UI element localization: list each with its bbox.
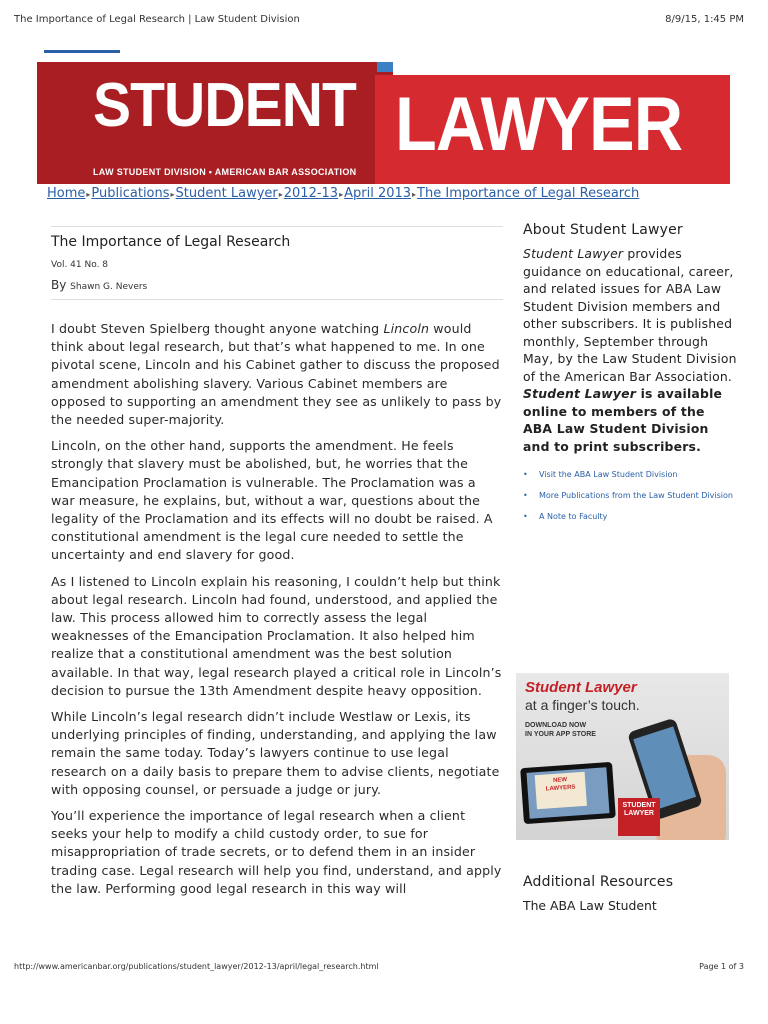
sidebar-link-more-publications[interactable]: • More Publications from the Law Student Division	[523, 490, 738, 502]
masthead-right-panel	[375, 75, 730, 184]
breadcrumb-2012-13[interactable]: 2012-13	[283, 186, 339, 201]
article-author: Shawn G. Nevers	[70, 282, 148, 292]
ad-subhead: at a finger’s touch.	[525, 697, 640, 713]
breadcrumb-home[interactable]: Home	[47, 186, 86, 201]
film-title: Lincoln	[383, 321, 430, 336]
masthead-banner[interactable]	[37, 62, 730, 184]
additional-heading: Additional Resources	[523, 874, 674, 890]
additional-resources	[523, 872, 738, 915]
article-paragraph: As I listened to Lincoln explain his reasoning, I couldn’t help but think about legal research. Lincoln had found, understood, and applied the law. This process allowed him to correctly assess the legal weaknesses of the Emancipation Proclamation. It also helped him realize that a constitutional amendment was the best solution available. In that way, legal research played a critical role in Lincoln’s decision to pursue the 13th Amendment despite heavy opposition.	[51, 573, 502, 698]
print-datetime: 8/9/15, 1:45 PM	[665, 14, 744, 25]
app-advertisement[interactable]	[516, 673, 729, 840]
ad-headline: Student Lawyer	[525, 679, 637, 696]
breadcrumb-publications[interactable]: Publications	[91, 186, 170, 201]
about-heading: About Student Lawyer	[523, 222, 683, 238]
sidebar-link-visit-division[interactable]: • Visit the ABA Law Student Division	[523, 469, 738, 481]
print-page-title: The Importance of Legal Research | Law Student Division	[14, 14, 300, 25]
breadcrumb-separator-icon: ▸	[170, 190, 175, 199]
breadcrumb-april-2013[interactable]: April 2013	[344, 186, 412, 201]
breadcrumb	[47, 186, 639, 201]
article-byline	[51, 278, 503, 300]
breadcrumb-separator-icon: ▸	[86, 190, 91, 199]
sidebar	[523, 220, 738, 532]
byline-label: By	[51, 278, 67, 292]
article-paragraph: You’ll experience the importance of legal research when a client seeks your help to modify a child custody order, to sue for misappropriation of trade secrets, or to defend them in an insider trading case. Legal research will help you find, understand, and apply the law. Performing good legal research in this way will	[51, 808, 502, 896]
print-url: http://www.americanbar.org/publications/student_lawyer/2012-13/april/legal_research.html	[14, 962, 379, 971]
about-text: Student Lawyer provides guidance on educational, career, and related issues for ABA Law Student Division members and other subscribers. It is published monthly, September through May, by the Law Student Division of the American Bar Association. Student Lawyer is available online to members of the ABA Law Student Division and to print subscribers.	[523, 246, 737, 454]
tablet-cover-text: NEW LAWYERS	[535, 772, 587, 809]
article-volume: Vol. 41 No. 8	[51, 260, 109, 270]
article-paragraph: While Lincoln’s legal research didn’t include Westlaw or Lexis, its underlying principles of finding, understanding, and applying the law remain the same today. Today’s lawyers continue to use legal research on a daily basis to prepare them to advise clients, negotiate with opposing counsel, or persuade a judge or jury.	[51, 709, 500, 797]
additional-text: The ABA Law Student	[523, 898, 657, 913]
masthead-corner-accent	[377, 62, 393, 72]
print-header	[14, 14, 744, 25]
masthead-subtitle: LAW STUDENT DIVISION • AMERICAN BAR ASSOCIATION	[93, 167, 357, 177]
masthead-word-student: STUDENT	[93, 71, 356, 140]
tablet-image	[520, 762, 616, 824]
app-badge: STUDENT LAWYER	[618, 798, 660, 836]
masthead-word-lawyer: LAWYER	[395, 82, 683, 167]
breadcrumb-separator-icon: ▸	[339, 190, 344, 199]
breadcrumb-student-lawyer[interactable]: Student Lawyer	[175, 186, 278, 201]
print-footer	[14, 962, 744, 971]
masthead-left-panel	[37, 62, 393, 184]
article-body	[51, 320, 503, 898]
article-title: The Importance of Legal Research	[51, 226, 503, 260]
sidebar-links	[523, 469, 738, 523]
top-nav-stripe	[44, 50, 120, 53]
breadcrumb-current-article[interactable]: The Importance of Legal Research	[417, 186, 640, 201]
breadcrumb-separator-icon: ▸	[412, 190, 417, 199]
print-page-number: Page 1 of 3	[699, 962, 744, 971]
article	[51, 226, 503, 906]
article-paragraph: I doubt Steven Spielberg thought anyone watching Lincoln would think about legal research, but that’s what happened to me. In one pivotal scene, Lincoln and his Cabinet gather to discuss the proposed amendment abolishing slavery. Various Cabinet members are opposed to supporting an amendment they see as unlikely to pass by the needed super-majority.	[51, 321, 502, 428]
sidebar-link-note-to-faculty[interactable]: • A Note to Faculty	[523, 511, 738, 523]
ad-cta: DOWNLOAD NOW IN YOUR APP STORE	[525, 722, 596, 738]
article-paragraph: Lincoln, on the other hand, supports the amendment. He feels strongly that slavery must be abolished, but, he worries that the Emancipation Proclamation is vulnerable. The Proclamation was a war measure, he explains, but, without a war, questions about the legality of the Proclamation and its effects will no doubt be raised. A constitutional amendment is the legal cure needed to settle the uncertainty and end slavery for good.	[51, 438, 493, 563]
breadcrumb-separator-icon: ▸	[278, 190, 283, 199]
